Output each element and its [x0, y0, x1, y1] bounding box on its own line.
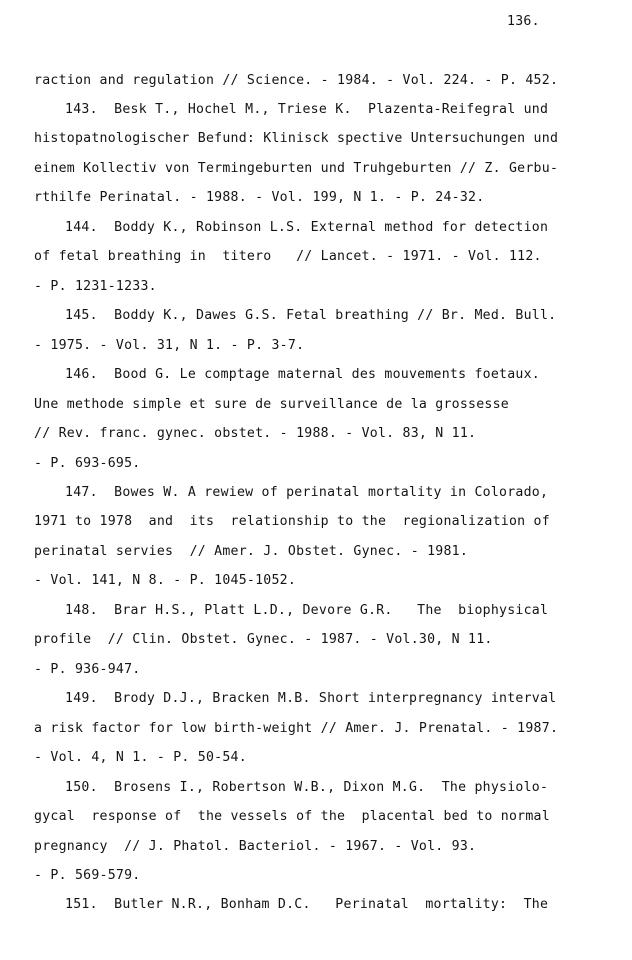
text-line: 147. Bowes W. A rewiew of perinatal mortality in Colorado,	[65, 485, 549, 500]
text-line: - Vol. 141, N 8. - P. 1045-1052.	[34, 573, 297, 588]
text-line: // Rev. franc. gynec. obstet. - 1988. - Vol. 83, N 11.	[34, 426, 477, 441]
text-line: Une methode simple et sure de surveillance de la grossesse	[34, 397, 509, 412]
text-line: of fetal breathing in titero // Lancet. - 1971. - Vol. 112.	[34, 249, 542, 264]
text-line: 143. Besk T., Hochel M., Triese K. Plazenta-Reifegral und	[65, 102, 549, 117]
text-line: - Vol. 4, N 1. - P. 50-54.	[34, 750, 247, 765]
page-number: 136.	[507, 14, 540, 29]
text-line: 145. Boddy K., Dawes G.S. Fetal breathing // Br. Med. Bull.	[65, 308, 557, 323]
text-line: a risk factor for low birth-weight // Amer. J. Prenatal. - 1987.	[34, 721, 559, 736]
text-line: - P. 1231-1233.	[34, 279, 157, 294]
text-line: raction and regulation // Science. - 1984. - Vol. 224. - P. 452.	[34, 73, 559, 88]
text-line: 150. Brosens I., Robertson W.B., Dixon M.G. The physiolo-	[65, 780, 549, 795]
text-line: pregnancy // J. Phatol. Bacteriol. - 1967. - Vol. 93.	[34, 839, 477, 854]
text-line: profile // Clin. Obstet. Gynec. - 1987. - Vol.30, N 11.	[34, 632, 493, 647]
text-line: rthilfe Perinatal. - 1988. - Vol. 199, N 1. - P. 24-32.	[34, 190, 485, 205]
text-line: perinatal servies // Amer. J. Obstet. Gynec. - 1981.	[34, 544, 469, 559]
text-line: 1971 to 1978 and its relationship to the regionalization of	[34, 514, 550, 529]
text-line: 151. Butler N.R., Bonham D.C. Perinatal mortality: The	[65, 897, 549, 912]
text-line: 149. Brody D.J., Bracken M.B. Short interpregnancy interval	[65, 691, 557, 706]
text-line: 146. Bood G. Le comptage maternal des mouvements foetaux.	[65, 367, 540, 382]
text-line: gycal response of the vessels of the placental bed to normal	[34, 809, 550, 824]
text-line: - 1975. - Vol. 31, N 1. - P. 3-7.	[34, 338, 305, 353]
text-line: 144. Boddy K., Robinson L.S. External method for detection	[65, 220, 549, 235]
text-line: 148. Brar H.S., Platt L.D., Devore G.R. The biophysical	[65, 603, 549, 618]
text-line: - P. 569-579.	[34, 868, 141, 883]
text-line: - P. 936-947.	[34, 662, 141, 677]
text-line: - P. 693-695.	[34, 456, 141, 471]
text-line: einem Kollectiv von Termingeburten und Truhgeburten // Z. Gerbu-	[34, 161, 559, 176]
text-line: histopatnologischer Befund: Klinisck spective Untersuchungen und	[34, 131, 559, 146]
